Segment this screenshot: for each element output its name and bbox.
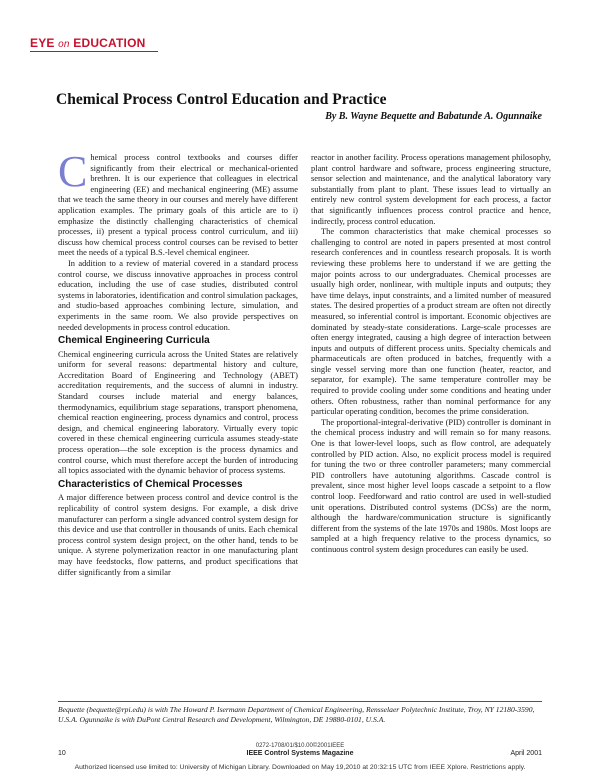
journal-name: IEEE Control Systems Magazine [246,750,354,757]
paragraph: Chemical engineering curricula across the United States are relatively uniform for several reasons: departmental history and culture, Accreditation Board of Engineering and Technology (ABET) accreditation requirements, and the success of alumni in industry. Standard courses include material and energy balances, thermodynamics, equilibrium stage separations, transport phenomena, chemical reaction engineering, process dynamics and control, process design, and chemical engineering laboratory. Virtually every topic covered in these chemical engineering curricula assumes steady-state process operation—the sole exception is the process dynamics and control course, which must therefore accept the burden of introducing all topics associated with the dynamic behavior of process systems. [58,348,298,476]
copyright-code: 0272-1708/01/$10.00©2001IEEE [255,743,345,749]
issue-date: April 2001 [510,750,542,757]
drop-cap: C [58,147,88,196]
header-rule [30,51,158,52]
footnote-rule [58,701,542,702]
article-authors: By B. Wayne Bequette and Babatunde A. Ogunnaike [325,111,542,122]
page-number: 10 [58,750,66,757]
header-education: EDUCATION [73,36,146,50]
paragraph: reactor in another facility. Process operations management philosophy, plant control hardware and software, process engineering structure, sensor selection and maintenance, and the analytical laboratory vary substantially from plant to plant. These issues lead to virtually an entirely new control system development for each process, a factor that significantly influences process control practice and hence, indirectly, process control education. [311,152,551,226]
left-column [58,147,298,577]
header-eye: EYE [30,36,55,50]
paragraph: In addition to a review of material covered in a standard process control course, we discuss innovative approaches in process control education, including the use of case studies, distributed control systems in laboratories, identification and control simulation packages, and studio-based approaches combining lecture, simulation, and experiments in the same room. We also provide perspectives on needed developments in process control education. [58,257,298,332]
license-notice: Authorized licensed use limited to: University of Michigan Library. Downloaded on May 19,2010 at 20:32:15 UTC from IEEE Xplore. Restrictions apply. [74,764,526,771]
paragraph [58,147,298,258]
paragraph: A major difference between process control and device control is the replicability of control system designs. For example, a disk drive manufacturer can perform a single advanced control system design for this device and use that controller in thousands of units. Each chemical process control system design project, on the other hand, tends to be unique. A styrene polymerization reactor in one manufacturing plant may have feedstocks, flow patterns, and product specifications that differ significantly from a similar [58,492,298,577]
paragraph: The proportional-integral-derivative (PID) controller is dominant in the chemical process industry and will remain so for many reasons. One is that lower-level loops, such as flow control, are adequately controlled by PID action. Also, no explicit process model is required for tuning the two or three controller parameters; many commercial PID controllers have autotuning algorithms. Cascade control is prevalent, since most higher level loops cascade a setpoint to a flow control loop. Feedforward and ratio control are used in well-studied unit operations. Distributed control systems (DCSs) are the norm, although the hardware/communication structure is significantly different from the systems of the late 1970s and 1980s. Most loops are sampled at a high frequency relative to the process dynamics, so continuous control system design procedures can easily be used. [311,416,551,554]
section-header [30,36,146,50]
article-title: Chemical Process Control Education and Practice [56,91,387,108]
right-column [311,152,551,555]
paragraph: The common characteristics that make chemical processes so challenging to control are noted in papers presented at most control research conferences and in countless research proposals. It is worth reviewing these problems here to understand if we are getting the major points across to our undergraduates. Chemical processes are usually high order, nonlinear, with multiple inputs and outputs; they have time delays, input constraints, and a limited number of measured states. The desired properties of a product stream are often not directly measured, so inferential control is important. Economic objectives are dominated by steady-state considerations. Large-scale processes are often energy integrated, causing a high degree of interaction between inputs and outputs of different process units. Specialty chemicals and pharmaceuticals are often produced in batches, frequently with a single vessel serving more than one function (heater, reactor, and separator, for example). The same temperature controller may be required to provide cooling under some conditions and heating under others. Often robustness, rather than nominal performance for any particular operating condition, becomes the prime consideration. [311,226,551,417]
header-on: on [58,39,70,50]
section-heading: Characteristics of Chemical Processes [58,478,243,490]
section-heading: Chemical Engineering Curricula [58,335,210,347]
author-footnote: Bequette (bequette@rpi.edu) is with The Howard P. Isermann Department of Chemical Engineering, Rensselaer Polytechnic Institute, Troy, NY 12180-3590, U.S.A. Ogunnaike is with DuPont Central Research and Development, Wilmington, DE 19880-0101, U.S.A. [58,705,535,724]
paragraph-text: hemical process control textbooks and courses differ significantly from their electrical or mechanical-oriented brethren. It is our experience that colleagues in electrical engineering (EE) and mechanical engineering (ME) assume that we teach the same theory in our courses and merely have different application examples. The primary goals of this article are to i) emphasize the distinctly challenging characteristics of chemical processes, ii) present a typical process control curriculum, and iii) discuss how chemical process control courses can be revised to better meet the needs of a typical B.S.-level chemical engineer. [58,152,298,258]
